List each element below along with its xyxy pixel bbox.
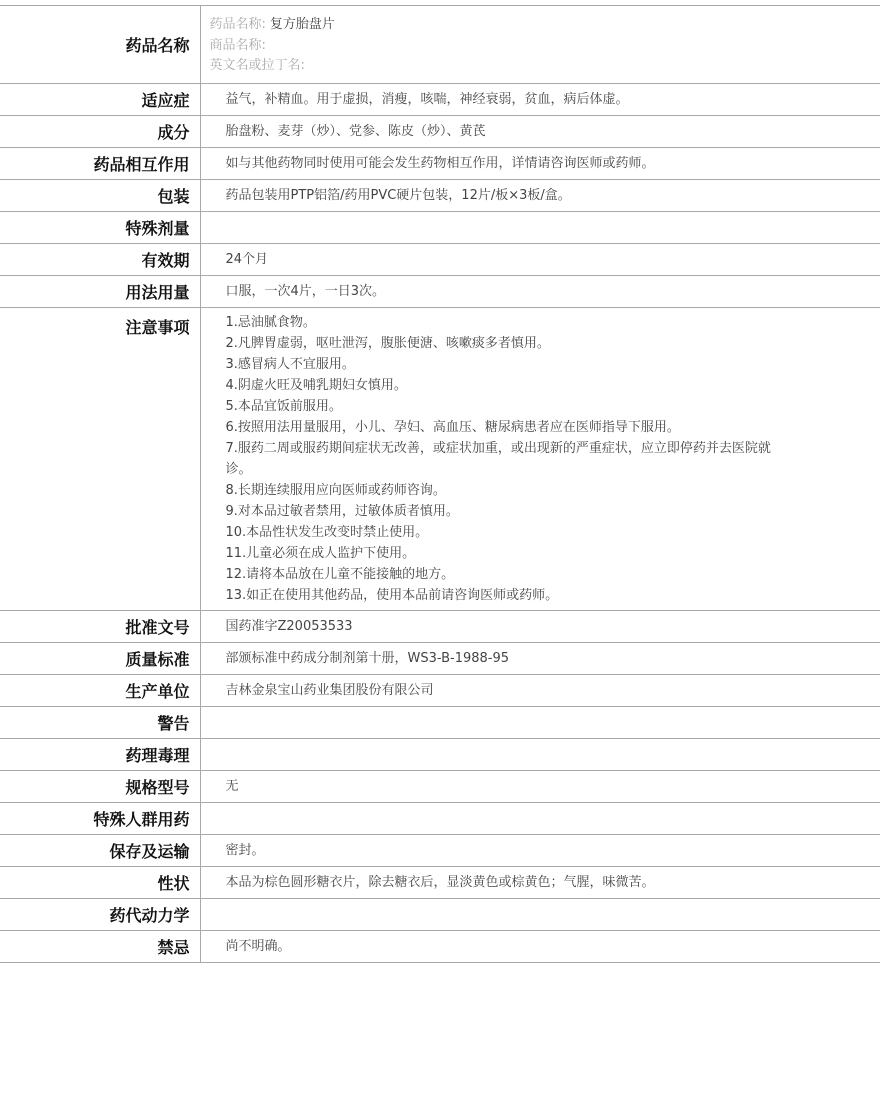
precautions-list (226, 312, 786, 606)
label-warning: 警告 (0, 707, 200, 739)
precaution-item: 9.对本品过敏者禁用，过敏体质者慎用。 (225, 504, 459, 519)
precaution-item: 4.阴虚火旺及哺乳期妇女慎用。 (225, 378, 407, 393)
precaution-item: 12.请将本品放在儿童不能接触的地方。 (225, 567, 455, 582)
drug-spec-table (0, 5, 880, 963)
row-approval (0, 611, 880, 643)
row-usage (0, 276, 880, 308)
value-indications: 益气，补精血。用于虚损，消瘦，咳喘，神经衰弱，贫血，病后体虚。 (225, 92, 629, 107)
label-storage: 保存及运输 (0, 835, 200, 867)
row-interactions (0, 148, 880, 180)
value-storage: 密封。 (225, 843, 265, 858)
label-shelf-life: 有效期 (0, 244, 200, 276)
row-specification (0, 771, 880, 803)
generic-name-line (210, 15, 880, 36)
trade-name-key: 商品名称: (209, 37, 266, 53)
row-standard (0, 643, 880, 675)
precaution-item: 11.儿童必须在成人监护下使用。 (225, 546, 416, 561)
row-manufacturer (0, 675, 880, 707)
label-precautions: 注意事项 (0, 308, 200, 611)
label-interactions: 药品相互作用 (0, 148, 200, 180)
row-packaging (0, 180, 880, 212)
value-toxicology (200, 739, 880, 771)
label-contraindications: 禁忌 (0, 931, 200, 963)
precaution-item: 10.本品性状发生改变时禁止使用。 (225, 525, 429, 540)
value-pharmacokinetics (200, 899, 880, 931)
value-special-dosage (200, 212, 880, 244)
value-interactions: 如与其他药物同时使用可能会发生药物相互作用，详情请咨询医师或药师。 (225, 156, 655, 171)
precaution-item: 3.感冒病人不宜服用。 (225, 357, 355, 372)
generic-name-key: 药品名称: (209, 17, 266, 32)
precaution-item: 8.长期连续服用应向医师或药师咨询。 (225, 483, 446, 498)
value-usage: 口服，一次4片，一日3次。 (225, 284, 386, 299)
label-manufacturer: 生产单位 (0, 675, 200, 707)
trade-name-line (210, 36, 880, 57)
row-drug-name (0, 6, 880, 84)
value-ingredients: 胎盘粉、麦芽（炒）、党参、陈皮（炒）、黄芪 (225, 124, 486, 139)
row-indications (0, 84, 880, 116)
label-usage: 用法用量 (0, 276, 200, 308)
label-drug-name: 药品名称 (0, 6, 200, 84)
row-ingredients (0, 116, 880, 148)
label-packaging: 包装 (0, 180, 200, 212)
value-appearance: 本品为棕色圆形糖衣片，除去糖衣后，显淡黄色或棕黄色；气腥，味微苦。 (225, 875, 655, 890)
latin-name-line (210, 56, 880, 77)
generic-name-value: 复方胎盘片 (269, 17, 335, 32)
label-indications: 适应症 (0, 84, 200, 116)
value-warning (200, 707, 880, 739)
value-approval: 国药准字Z20053533 (225, 619, 353, 634)
precaution-item: 1.忌油腻食物。 (225, 315, 316, 330)
label-appearance: 性状 (0, 867, 200, 899)
precaution-item: 6.按照用法用量服用，小儿、孕妇、高血压、糖尿病患者应在医师指导下服用。 (225, 420, 680, 435)
label-specification: 规格型号 (0, 771, 200, 803)
row-warning (0, 707, 880, 739)
precaution-item: 5.本品宜饭前服用。 (225, 399, 342, 414)
precaution-item: 2.凡脾胃虚弱，呕吐泄泻，腹胀便溏、咳嗽痰多者慎用。 (225, 336, 550, 351)
value-manufacturer: 吉林金泉宝山药业集团股份有限公司 (225, 683, 434, 698)
value-special-population (200, 803, 880, 835)
label-pharmacokinetics: 药代动力学 (0, 899, 200, 931)
latin-name-key: 英文名或拉丁名: (209, 58, 305, 73)
row-pharmacokinetics (0, 899, 880, 931)
label-special-population: 特殊人群用药 (0, 803, 200, 835)
value-precautions (200, 308, 880, 611)
row-appearance (0, 867, 880, 899)
value-contraindications: 尚不明确。 (225, 939, 291, 954)
row-special-dosage (0, 212, 880, 244)
row-shelf-life (0, 244, 880, 276)
value-specification: 无 (225, 779, 239, 794)
precaution-item: 13.如正在使用其他药品，使用本品前请咨询医师或药师。 (225, 588, 559, 603)
row-contraindications (0, 931, 880, 963)
label-special-dosage: 特殊剂量 (0, 212, 200, 244)
precaution-item: 7.服药二周或服药期间症状无改善，或症状加重，或出现新的严重症状，应立即停药并去医院就诊。 (225, 441, 771, 477)
row-toxicology (0, 739, 880, 771)
label-standard: 质量标准 (0, 643, 200, 675)
label-approval: 批准文号 (0, 611, 200, 643)
label-ingredients: 成分 (0, 116, 200, 148)
label-toxicology: 药理毒理 (0, 739, 200, 771)
value-shelf-life: 24个月 (225, 252, 269, 267)
drug-names-cell (200, 6, 880, 84)
row-precautions (0, 308, 880, 611)
row-storage (0, 835, 880, 867)
row-special-population (0, 803, 880, 835)
value-packaging: 药品包装用PTP铝箔/药用PVC硬片包装，12片/板×3板/盒。 (225, 188, 571, 203)
value-standard: 部颁标准中药成分制剂第十册，WS3-B-1988-95 (225, 651, 510, 666)
